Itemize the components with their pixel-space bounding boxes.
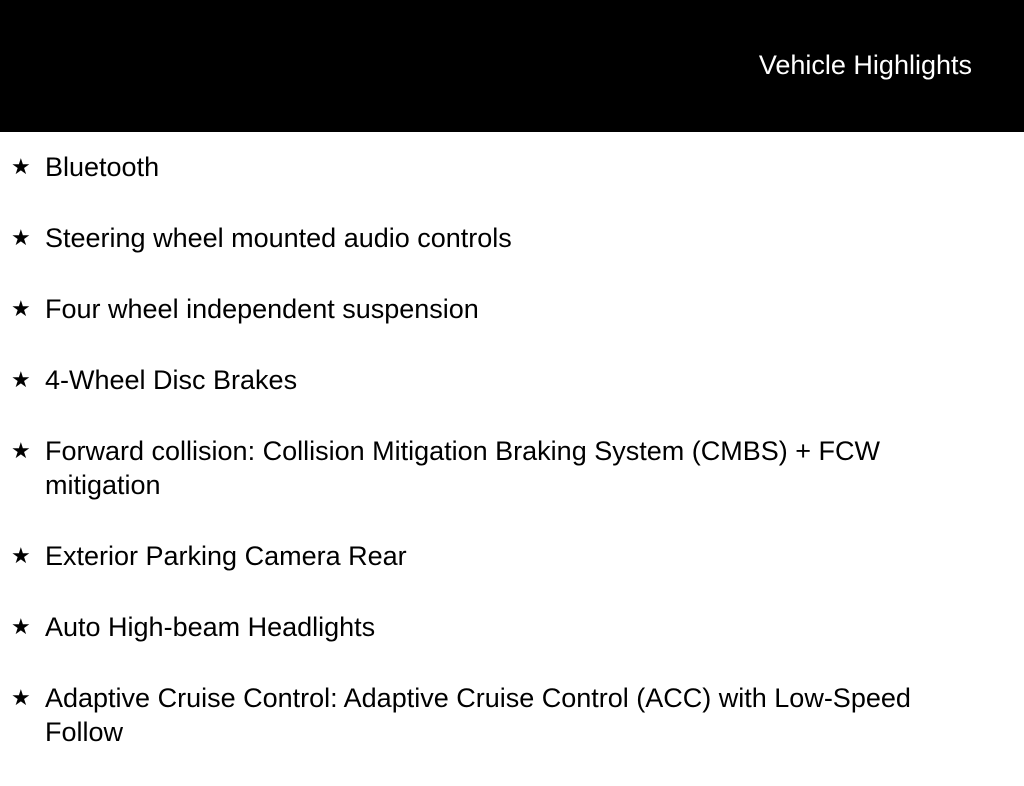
list-item <box>0 292 1024 326</box>
star-icon: ★ <box>11 225 31 250</box>
list-item-label: Exterior Parking Camera Rear <box>45 541 407 571</box>
list-item <box>0 539 1024 573</box>
star-icon: ★ <box>11 614 31 639</box>
header-bar <box>0 0 1024 132</box>
list-item <box>0 363 1024 397</box>
star-icon: ★ <box>11 438 31 463</box>
list-item-label: 4-Wheel Disc Brakes <box>45 365 298 395</box>
list-item <box>0 434 1024 502</box>
list-item-label: Auto High-beam Headlights <box>45 612 376 642</box>
list-item-label: Four wheel independent suspension <box>45 294 479 324</box>
star-icon: ★ <box>11 367 31 392</box>
highlights-list <box>0 150 1024 786</box>
list-item-label: Adaptive Cruise Control: Adaptive Cruise Control (ACC) with Low-Speed Follow <box>45 683 911 747</box>
star-icon: ★ <box>11 685 31 710</box>
star-icon: ★ <box>11 154 31 179</box>
list-item <box>0 610 1024 644</box>
list-item-label: Steering wheel mounted audio controls <box>45 223 512 253</box>
list-item <box>0 221 1024 255</box>
list-item <box>0 150 1024 184</box>
list-item-label: Bluetooth <box>45 152 160 182</box>
star-icon: ★ <box>11 296 31 321</box>
star-icon: ★ <box>11 543 31 568</box>
page-title: Vehicle Highlights <box>758 50 972 80</box>
list-item <box>0 681 1024 749</box>
list-item-label: Forward collision: Collision Mitigation Braking System (CMBS) + FCW mitigation <box>45 436 880 500</box>
